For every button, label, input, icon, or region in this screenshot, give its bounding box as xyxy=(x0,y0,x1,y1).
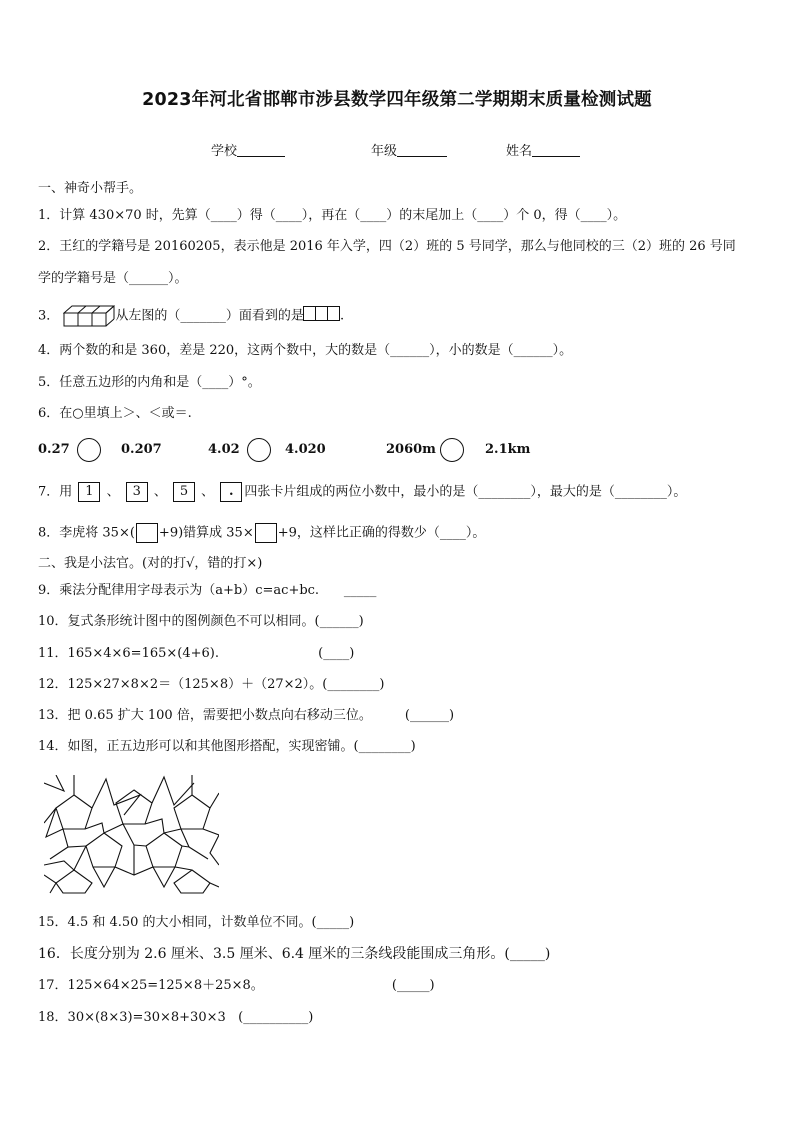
question-2-line-1: 2．王红的学籍号是 20160205，表示他是 2016 年入学，四（2）班的 5 号同学，那么与他同校的三（2）班的 26 号同 xyxy=(38,239,736,254)
three-square-view xyxy=(304,306,340,327)
question-10: 10．复式条形统计图中的图例颜色不可以相同。(______) xyxy=(38,614,364,629)
question-5: 5．任意五边形的内角和是（____）°。 xyxy=(38,375,261,390)
grade-blank[interactable] xyxy=(397,143,447,157)
section-1-heading: 一、神奇小帮手。 xyxy=(38,181,143,196)
grade-label: 年级 xyxy=(371,144,398,159)
compare-3-right: 2.1km xyxy=(485,442,531,457)
question-14: 14．如图，正五边形可以和其他图形搭配，实现密铺。(________) xyxy=(38,739,416,754)
grade-field xyxy=(371,140,447,159)
cube-row-figure xyxy=(63,305,115,327)
card-3: 3 xyxy=(126,482,148,502)
compare-3-circle[interactable] xyxy=(440,438,464,462)
page-title: 2023年河北省邯郸市涉县数学四年级第二学期期末质量检测试题 xyxy=(142,90,652,110)
section-2-heading: 二、我是小法官。(对的打√，错的打×) xyxy=(38,556,263,571)
question-12: 12．125×27×8×2＝（125×8）＋（27×2）。(________) xyxy=(38,677,385,692)
question-15: 15．4.5 和 4.50 的大小相同，计数单位不同。(_____) xyxy=(38,915,355,930)
question-18: 18．30×(8×3)=30×8+30×3 (__________) xyxy=(38,1010,314,1025)
pentagon-tessellation-figure xyxy=(44,775,219,895)
compare-2-circle[interactable] xyxy=(247,438,271,462)
question-9: 9．乘法分配律用字母表示为（a+b）c=ac+bc. _____ xyxy=(38,583,377,598)
question-7-number: 7．用 xyxy=(38,484,73,500)
question-17: 17．125×64×25=125×8＋25×8。 (_____) xyxy=(38,978,435,993)
question-7-text: 四张卡片组成的两位小数中，最小的是（________），最大的是（________）。 xyxy=(244,484,687,500)
card-5: 5 xyxy=(173,482,195,502)
question-8-box-1[interactable] xyxy=(136,523,158,543)
question-3 xyxy=(38,305,344,327)
question-13: 13．把 0.65 扩大 100 倍，需要把小数点向右移动三位。 (______) xyxy=(38,708,455,723)
card-decimal-point: . xyxy=(220,482,242,502)
question-3-number: 3． xyxy=(38,308,60,324)
compare-1-left: 0.27 xyxy=(38,442,70,457)
name-field xyxy=(506,140,580,159)
question-11: 11．165×4×6=165×(4+6). (____) xyxy=(38,646,355,661)
question-3-end: . xyxy=(339,308,345,324)
question-6: 6．在○里填上＞、＜或＝. xyxy=(38,406,192,421)
school-field xyxy=(211,140,285,159)
school-blank[interactable] xyxy=(237,143,285,157)
card-1: 1 xyxy=(78,482,100,502)
name-label: 姓名 xyxy=(506,144,533,159)
question-2-line-2: 学的学籍号是（______）。 xyxy=(38,271,188,286)
compare-2-right: 4.020 xyxy=(285,442,326,457)
name-blank[interactable] xyxy=(532,143,580,157)
compare-1-circle[interactable] xyxy=(77,438,101,462)
question-8: 8．李虎将 35×( +9)错算成 35× +9，这样比正确的得数少（____）。 xyxy=(38,523,485,543)
compare-2-left: 4.02 xyxy=(208,442,240,457)
question-16: 16．长度分别为 2.6 厘米、3.5 厘米、6.4 厘米的三条线段能围成三角形。(_____) xyxy=(38,946,551,962)
school-label: 学校 xyxy=(211,144,238,159)
question-8-box-2[interactable] xyxy=(255,523,277,543)
question-4: 4．两个数的和是 360，差是 220，这两个数中，大的数是（______），小的数是（______）。 xyxy=(38,343,573,358)
question-7: 7．用 1 、 3 、 5 、 . 四张卡片组成的两位小数中，最小的是（________），最大的是（________）。 xyxy=(38,482,686,502)
compare-1-right: 0.207 xyxy=(121,442,162,457)
question-1: 1．计算 430×70 时，先算（____）得（____），再在（____）的末尾加上（____）个 0，得（____）。 xyxy=(38,208,627,223)
question-3-text: 从左图的（_______）面看到的是 xyxy=(115,308,304,324)
compare-3-left: 2060m xyxy=(386,442,436,457)
